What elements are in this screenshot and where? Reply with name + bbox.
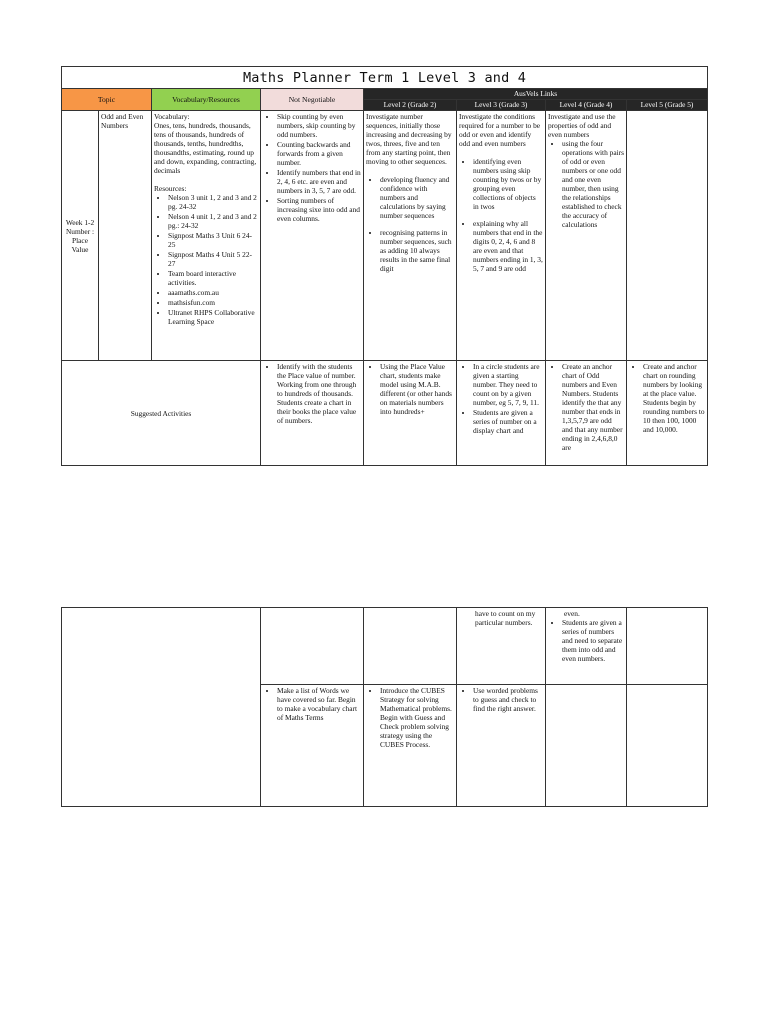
resource-item: • Signpost Maths 3 Unit 6 24-25 (168, 231, 258, 249)
planner-table (61, 66, 708, 466)
vocab-heading: Vocabulary: (154, 112, 190, 121)
resource-item: • Nelson 3 unit 1, 2 and 3 and 2 pg. 24-32 (168, 193, 258, 211)
cont-not-negotiable (261, 608, 364, 685)
vocab-text: Ones, tens, hundreds, thousands, tens of thousands, hundreds of thousands, tenths, hundredths, thousandths, estimating, round up and down, expanding, contracting, decimals (154, 121, 257, 175)
activity-item: • Identify with the students the Place value of number. Working from one through to hundreds of thousands. Students create a chart in their books the place value of numbers. (277, 362, 361, 425)
header-level-4: Level 4 (Grade 4) (546, 100, 627, 111)
level-2-item: • recognising patterns in number sequences, such as adding 10 always results in the same final digit (380, 228, 454, 273)
level-3-item: • explaining why all numbers that end in the digits 0, 2, 4, 6 and 8 are even and that numbers ending in 1, 3, 5, 7 and 9 are odd (473, 219, 543, 273)
not-negotiable-cell (261, 111, 364, 361)
resource-item: • mathsisfun.com (168, 298, 258, 307)
level-2-cell (364, 111, 457, 361)
resource-item: • Ultranet RHPS Collaborative Learning Space (168, 308, 258, 326)
resources-list (154, 193, 258, 326)
activity2-not-negotiable (261, 685, 364, 807)
activity-item: • Introduce the CUBES Strategy for solving Mathematical problems. Begin with Guess and Check problem solving strategy using the CUBES Process. (380, 686, 454, 749)
header-topic: Topic (62, 89, 152, 111)
level-3-item: • identifying even numbers using skip counting by twos or by grouping even collections of objects in twos (473, 157, 543, 211)
activity-item: • Create and anchor chart on rounding numbers by looking at the place value. Students begin by rounding numbers to 10 then 100, 1000 and 10,000. (643, 362, 705, 434)
cont-level-3 (457, 608, 546, 685)
suggested-activities-label: Suggested Activities (62, 361, 261, 466)
activity-not-negotiable (261, 361, 364, 466)
level-5-cell (627, 111, 708, 361)
not-negotiable-item: • Sorting numbers of increasing sixe into odd and even columns. (277, 196, 361, 223)
resource-item: • Team board interactive activities. (168, 269, 258, 287)
cont-level-5 (627, 608, 708, 685)
header-not-negotiable: Not Negotiable (261, 89, 364, 111)
activity-level-5 (627, 361, 708, 466)
resource-item: • aaamaths.com.au (168, 288, 258, 297)
week-cell: Week 1-2 Number : Place Value (62, 111, 99, 361)
level-3-cell (457, 111, 546, 361)
activity2-level-3 (457, 685, 546, 807)
topic-cell: Odd and Even Numbers (99, 111, 152, 361)
activity-level-3 (457, 361, 546, 466)
level-2-item: • developing fluency and confidence with numbers and calculations by saying number sequences (380, 175, 454, 220)
activity-item: • Students are given a series of numbers and need to separate them into odd and even numbers. (562, 618, 624, 663)
activity2-level-5 (627, 685, 708, 807)
header-level-2: Level 2 (Grade 2) (364, 100, 457, 111)
level-2-intro: Investigate number sequences, initially those increasing and decreasing by twos, threes, five and ten from any starting point, then moving to other sequences. (366, 112, 452, 166)
resource-item: • Signpost Maths 4 Unit 5 22-27 (168, 250, 258, 268)
level-4-cell (546, 111, 627, 361)
cont-level-3-text: have to count on my particular numbers. (475, 609, 536, 627)
cont-level-4-text: even. (564, 609, 580, 618)
level-4-item: • using the four operations with pairs of odd or even numbers or one odd and one even number, then using the relationships established to check the accuracy of calculations (562, 139, 624, 229)
activity2-level-2 (364, 685, 457, 807)
not-negotiable-item: • Skip counting by even numbers, skip counting by odd numbers. (277, 112, 361, 139)
header-level-5: Level 5 (Grade 5) (627, 100, 708, 111)
planner-table-continued (61, 607, 708, 807)
level-4-intro: Investigate and use the properties of odd and even numbers (548, 112, 616, 139)
header-level-3: Level 3 (Grade 3) (457, 100, 546, 111)
vocabulary-cell (152, 111, 261, 361)
activity-item: • Use worded problems to guess and check to find the right answer. (473, 686, 543, 713)
activity-item: • Make a list of Words we have covered so far. Begin to make a vocabulary chart of Maths Terms (277, 686, 361, 722)
cont-level-2 (364, 608, 457, 685)
activity-level-2 (364, 361, 457, 466)
level-3-intro: Investigate the conditions required for a number to be odd or even and identify odd and even numbers (459, 112, 541, 148)
activity-level-4 (546, 361, 627, 466)
activity-item: • Using the Place Value chart, students make model using M.A.B. different (or other hands on materials numbers into hundreds+ (380, 362, 454, 416)
cont-level-4 (546, 608, 627, 685)
activity-item: • Create an anchor chart of Odd numbers and Even Numbers. Students identify the that any number that ends in 1,3,5,7,9 are odd and that any number ending in 2,4,6,8,0 are (562, 362, 624, 452)
activity2-level-4 (546, 685, 627, 807)
activity-item: • In a circle students are given a starting number. They need to count on by a given number, eg 5, 7, 9, 11. (473, 362, 543, 407)
resources-heading: Resources: (154, 184, 187, 193)
resource-item: • Nelson 4 unit 1, 2 and 3 and 2 pg.: 24-32 (168, 212, 258, 230)
blank-label-cell (62, 608, 261, 807)
activity-item: • Students are given a series of number on a display chart and (473, 408, 543, 435)
not-negotiable-item: • Identify numbers that end in 2, 4, 6 etc. are even and numbers in 3, 5, 7 are odd. (277, 168, 361, 195)
page-title: Maths Planner Term 1 Level 3 and 4 (62, 67, 708, 89)
not-negotiable-item: • Counting backwards and forwards from a given number. (277, 140, 361, 167)
header-vocabulary: Vocabulary/Resources (152, 89, 261, 111)
header-ausvels-links: AusVels Links (364, 89, 708, 100)
